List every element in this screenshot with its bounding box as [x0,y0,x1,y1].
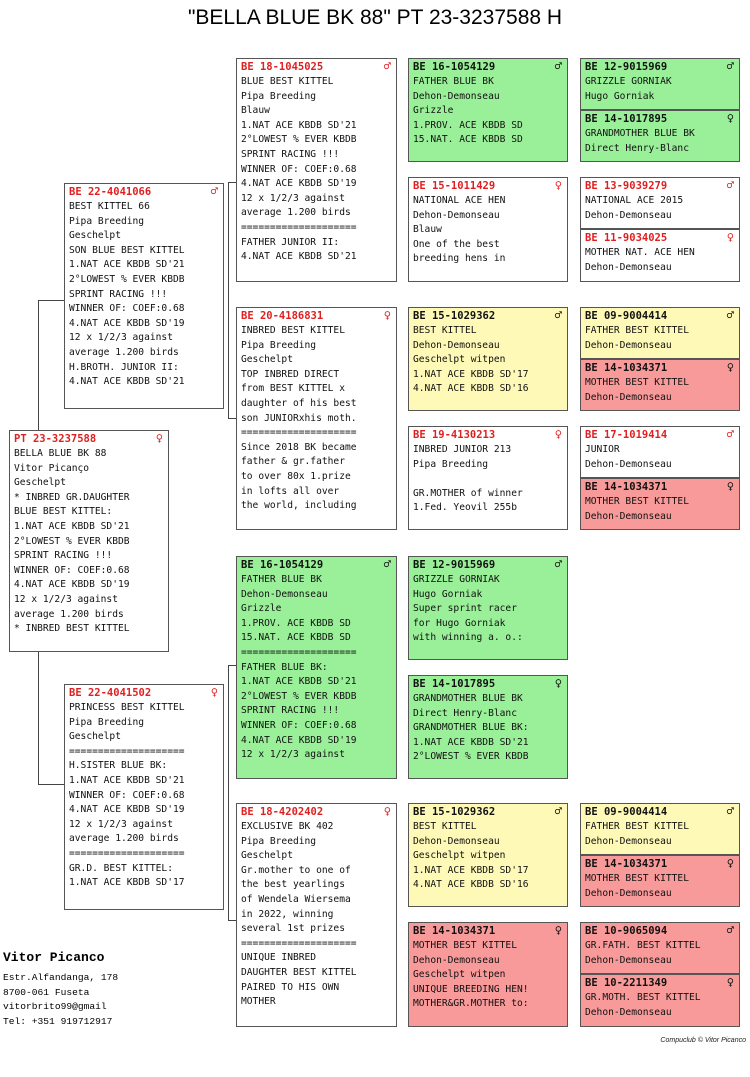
box-line: ==================== [69,847,185,859]
ring-number: BE 14-1017895 [413,678,496,690]
box-line: 4.NAT ACE KBDB SD'19 [69,804,185,816]
box-line: Hugo Gorniak [413,588,483,600]
pedigree-box-sdd [408,426,568,530]
box-line: NATIONAL ACE HEN [413,195,506,206]
male-icon: ♂ [554,804,562,818]
ring-number: BE 15-1011429 [413,180,496,192]
box-line: GR.D. BEST KITTEL: [69,862,173,874]
box-line: H.BROTH. JUNIOR II: [69,361,179,373]
pedigree-box-ddss [580,803,740,855]
box-line: Pipa Breeding [241,339,317,351]
pedigree-box-ss [236,58,397,282]
breeder-info [3,950,118,1029]
male-icon: ♂ [554,59,562,73]
box-line: Dehon-Demonseau [585,339,672,351]
box-line [413,472,563,487]
female-icon: ♀ [726,856,734,870]
pedigree-box-sss [408,58,568,162]
box-line: MOTHER BEST KITTEL [413,940,517,951]
box-line: BLUE BEST KITTEL [241,76,334,87]
box-line: Geschelpt witpen [413,354,506,366]
box-line: UNIQUE INBRED [241,952,317,964]
female-icon: ♀ [726,360,734,374]
box-line: FATHER BEST KITTEL [585,325,689,336]
ring-number: BE 20-4186831 [241,310,324,322]
male-icon: ♂ [383,557,391,571]
ring-number: BE 15-1029362 [413,806,496,818]
box-line: MOTHER [241,996,276,1008]
box-text [409,75,567,148]
box-line: Pipa Breeding [241,835,317,847]
pedigree-box-dddd [580,974,740,1027]
ring-number: BE 14-1017895 [585,113,668,125]
box-line: Vitor Picanço [14,462,90,474]
ring-number: BE 18-1045025 [241,61,324,73]
box-line: ==================== [241,221,357,233]
female-icon: ♀ [726,111,734,125]
female-icon: ♀ [383,804,391,818]
pedigree-box-sddd [580,478,740,530]
box-line: BEST KITTEL [413,821,477,832]
box-line: Geschelpt [241,354,293,366]
box-line: of Wendela Wiersema [241,893,351,905]
box-text [581,495,739,524]
box-line: MOTHER NAT. ACE HEN [585,247,695,258]
box-text [237,75,396,265]
box-line: BLUE BEST KITTEL: [14,506,113,518]
box-line: Geschelpt witpen [413,969,506,981]
male-icon: ♂ [726,427,734,441]
box-text [409,443,567,516]
connector-line [228,182,236,183]
box-line: FATHER BLUE BK [241,574,322,585]
box-line: SPRINT RACING !!! [241,705,340,717]
box-line: One of the best [413,238,500,250]
box-line: 4.NAT ACE KBDB SD'16 [413,383,529,395]
box-line: GR.FATH. BEST KITTEL [585,940,701,951]
box-line: 1.PROV. ACE KBDB SD [413,119,523,131]
box-line: 12 x 1/2/3 against [14,593,118,605]
pedigree-box-ddd [408,922,568,1027]
box-line: with winning a. o.: [413,632,523,644]
box-line: BEST KITTEL 66 [69,201,150,212]
box-text [581,194,739,223]
box-line: 12 x 1/2/3 against [241,192,345,204]
box-line: GRANDMOTHER BLUE BK [413,693,523,704]
box-line: 1.NAT ACE KBDB SD'21 [241,119,357,131]
box-line: 2°LOWEST % EVER KBDB [241,134,357,146]
box-line: 4.NAT ACE KBDB SD'21 [69,376,185,388]
box-line: Blauw [241,105,270,117]
box-line: Dehon-Demonseau [585,391,672,403]
box-line: 4.NAT ACE KBDB SD'19 [241,178,357,190]
female-icon: ♀ [210,685,218,699]
box-line: 1.NAT ACE KBDB SD'21 [413,736,529,748]
connector-line [228,300,229,418]
connector-line [228,182,229,300]
box-line: 2°LOWEST % EVER KBDB [14,535,130,547]
box-line: SON BLUE BEST KITTEL [69,244,185,256]
box-line: * INBRED BEST KITTEL [14,623,130,635]
box-line: 4.NAT ACE KBDB SD'21 [241,251,357,263]
ring-number: BE 09-9004414 [585,806,668,818]
male-icon: ♂ [554,557,562,571]
box-line: UNIQUE BREEDING HEN! [413,983,529,995]
ring-number: BE 14-1034371 [585,481,668,493]
box-line: ==================== [69,745,185,757]
box-line: MOTHER BEST KITTEL [585,873,689,884]
pedigree-box-sdsd [580,359,740,411]
box-line: 12 x 1/2/3 against [241,749,345,761]
male-icon: ♂ [726,178,734,192]
box-text [581,939,739,968]
box-line: Dehon-Demonseau [585,458,672,470]
box-line: 1.NAT ACE KBDB SD'17 [69,877,185,889]
box-line: GRIZZLE GORNIAK [413,574,500,585]
box-line: 12 x 1/2/3 against [69,332,173,344]
box-line: 1.PROV. ACE KBDB SD [241,617,351,629]
pedigree-box-sds [408,307,568,411]
box-line: breeding hens in [413,253,506,265]
box-line: in 2022, winning [241,908,334,920]
box-text [409,324,567,397]
box-line: Dehon-Demonseau [585,1006,672,1018]
box-line: PRINCESS BEST KITTEL [69,702,185,713]
connector-line [228,665,236,666]
box-text [409,820,567,893]
box-line: GRANDMOTHER BLUE BK: [413,722,529,734]
box-line: SPRINT RACING !!! [69,288,168,300]
box-line: Geschelpt [14,477,66,489]
box-text [409,939,567,1012]
pedigree-box-ssd [408,177,568,282]
box-line: PAIRED TO HIS OWN [241,981,340,993]
connector-line [228,665,229,920]
connector-line [38,652,39,784]
box-line: 2°LOWEST % EVER KBDB [413,751,529,763]
box-text [409,194,567,267]
box-text [237,820,396,1010]
ring-number: BE 14-1034371 [585,362,668,374]
box-line: Dehon-Demonseau [585,209,672,221]
box-line: 2°LOWEST % EVER KBDB [69,273,185,285]
pedigree-box-subject [9,430,169,652]
box-text [237,324,396,514]
ring-number: BE 16-1054129 [413,61,496,73]
box-text [409,573,567,646]
connector-line [38,784,64,785]
female-icon: ♀ [726,479,734,493]
box-line: SPRINT RACING !!! [14,550,113,562]
box-line: 4.NAT ACE KBDB SD'19 [241,734,357,746]
box-text [581,443,739,472]
box-line: GRANDMOTHER BLUE BK [585,128,695,139]
footer-credit: Compuclub © Vitor Picanco [660,1037,746,1044]
box-line: * INBRED GR.DAUGHTER [14,491,130,503]
pedigree-box-dd [236,803,397,1027]
box-line: average 1.200 birds [241,207,351,219]
box-text [581,324,739,353]
box-line: Direct Henry-Blanc [413,707,517,719]
box-line: Dehon-Demonseau [413,954,500,966]
ring-number: BE 15-1029362 [413,310,496,322]
connector-line [228,418,236,419]
box-text [10,447,168,637]
box-line: the world, including [241,500,357,512]
connector-line [38,300,39,430]
box-line: WINNER OF: COEF:0.68 [241,719,357,731]
pedigree-box-sssd [580,110,740,162]
box-line: Dehon-Demonseau [585,835,672,847]
box-text [581,376,739,405]
box-line: average 1.200 birds [69,346,179,358]
pedigree-box-ssdd [580,229,740,282]
box-line: Dehon-Demonseau [241,588,328,600]
box-line: FATHER JUNIOR II: [241,236,340,248]
box-line: WINNER OF: COEF:0.68 [69,789,185,801]
box-line: 2°LOWEST % EVER KBDB [241,690,357,702]
box-line: average 1.200 birds [14,608,124,620]
box-line: 1.NAT ACE KBDB SD'21 [14,520,130,532]
female-icon: ♀ [554,923,562,937]
pedigree-box-ssds [580,177,740,229]
box-line: GRIZZLE GORNIAK [585,76,672,87]
box-line: 1.Fed. Yeovil 255b [413,502,517,514]
box-line: FATHER BEST KITTEL [585,821,689,832]
pedigree-box-ddsd [580,855,740,907]
pedigree-box-dds [408,803,568,907]
pedigree-box-dsd [408,675,568,779]
ring-number: BE 18-4202402 [241,806,324,818]
male-icon: ♂ [726,308,734,322]
box-line: Geschelpt witpen [413,850,506,862]
breeder-name: Vitor Picanco [3,950,105,965]
box-line: Grizzle [413,105,454,117]
box-line: Geschelpt [69,230,121,242]
male-icon: ♂ [726,923,734,937]
ring-number: BE 16-1054129 [241,559,324,571]
ring-number: BE 09-9004414 [585,310,668,322]
box-text [581,127,739,156]
box-line: Dehon-Demonseau [413,90,500,102]
pedigree-box-sdss [580,307,740,359]
male-icon: ♂ [554,308,562,322]
box-line: 1.NAT ACE KBDB SD'21 [69,774,185,786]
box-text [581,246,739,275]
box-line: Dehon-Demonseau [413,209,500,221]
box-line: several 1st prizes [241,923,345,935]
connector-line [228,920,236,921]
ring-number: BE 19-4130213 [413,429,496,441]
box-line: 1.NAT ACE KBDB SD'17 [413,864,529,876]
box-line: Since 2018 BK became [241,441,357,453]
male-icon: ♂ [726,59,734,73]
ring-number: BE 11-9034025 [585,232,668,244]
box-text [65,701,223,891]
ring-number: BE 22-4041502 [69,687,152,699]
box-text [65,200,223,390]
female-icon: ♀ [726,230,734,244]
box-line: H.SISTER BLUE BK: [69,760,168,772]
breeder-address-city: 8700-061 Fuseta [3,986,90,998]
box-line: to over 80x 1.prize [241,470,351,482]
box-text [581,991,739,1020]
ring-number: BE 13-9039279 [585,180,668,192]
male-icon: ♂ [383,59,391,73]
box-line: Dehon-Demonseau [413,339,500,351]
box-line: ==================== [241,646,357,658]
pedigree-box-sdds [580,426,740,478]
box-line: father & gr.father [241,456,345,468]
box-line: in lofts all over [241,485,340,497]
box-line: INBRED JUNIOR 213 [413,444,512,455]
box-line: Dehon-Demonseau [413,835,500,847]
female-icon: ♀ [155,431,163,445]
box-line: Geschelpt [241,850,293,862]
box-line: 4.NAT ACE KBDB SD'19 [69,317,185,329]
box-line: Super sprint racer [413,603,517,615]
box-line: WINNER OF: COEF:0.68 [241,163,357,175]
box-line: Pipa Breeding [241,90,317,102]
box-line: MOTHER&GR.MOTHER to: [413,998,529,1010]
box-line: FATHER BLUE BK: [241,661,328,673]
box-line: INBRED BEST KITTEL [241,325,345,336]
box-line: Dehon-Demonseau [585,954,672,966]
box-line: BELLA BLUE BK 88 [14,448,107,459]
box-line: EXCLUSIVE BK 402 [241,821,334,832]
box-line: Dehon-Demonseau [585,887,672,899]
female-icon: ♀ [726,975,734,989]
box-line: MOTHER BEST KITTEL [585,377,689,388]
pedigree-box-dss [408,556,568,660]
box-line: FATHER BLUE BK [413,76,494,87]
box-text [409,692,567,765]
box-line: Pipa Breeding [413,458,489,470]
ring-number: BE 10-9065094 [585,925,668,937]
box-line: DAUGHTER BEST KITTEL [241,966,357,978]
box-line: son JUNIORxhis moth. [241,412,357,424]
box-line: the best yearlings [241,879,345,891]
male-icon: ♂ [726,804,734,818]
box-line: MOTHER BEST KITTEL [585,496,689,507]
box-text [581,75,739,104]
box-text [581,872,739,901]
pedigree-box-dam [64,684,224,910]
box-line: 12 x 1/2/3 against [69,818,173,830]
box-line: Geschelpt [69,731,121,743]
box-line: Hugo Gorniak [585,90,655,102]
box-line: Pipa Breeding [69,215,145,227]
male-icon: ♂ [210,184,218,198]
pedigree-box-sire [64,183,224,409]
female-icon: ♀ [554,676,562,690]
ring-number: BE 17-1019414 [585,429,668,441]
box-line: Dehon-Demonseau [585,510,672,522]
box-line: Dehon-Demonseau [585,261,672,273]
box-line: SPRINT RACING !!! [241,148,340,160]
box-line: 1.NAT ACE KBDB SD'21 [241,676,357,688]
breeder-phone: Tel: +351 919712917 [3,1015,113,1027]
box-line: 4.NAT ACE KBDB SD'19 [14,579,130,591]
box-line: Grizzle [241,603,282,615]
breeder-email: vitorbrito99@gmail [3,1001,107,1012]
box-line: Gr.mother to one of [241,864,351,876]
box-line: 15.NAT. ACE KBDB SD [241,632,351,644]
female-icon: ♀ [383,308,391,322]
box-line: 15.NAT. ACE KBDB SD [413,134,523,146]
ring-number: BE 12-9015969 [585,61,668,73]
pedigree-box-ds [236,556,397,779]
box-line: 4.NAT ACE KBDB SD'16 [413,879,529,891]
box-line: for Hugo Gorniak [413,617,506,629]
ring-number: PT 23-3237588 [14,433,97,445]
box-line: Direct Henry-Blanc [585,142,689,154]
box-line: ==================== [241,427,357,439]
ring-number: BE 12-9015969 [413,559,496,571]
pedigree-box-sd [236,307,397,530]
box-line: GR.MOTHER of winner [413,487,523,499]
box-line: ==================== [241,937,357,949]
ring-number: BE 22-4041066 [69,186,152,198]
connector-line [38,300,64,301]
box-line: WINNER OF: COEF:0.68 [14,564,130,576]
box-line: from BEST KITTEL x [241,383,345,395]
page-title: "BELLA BLUE BK 88" PT 23-3237588 H [187,6,563,29]
box-line: JUNIOR [585,444,620,455]
box-line: TOP INBRED DIRECT [241,368,340,380]
box-line: Pipa Breeding [69,716,145,728]
female-icon: ♀ [554,427,562,441]
box-line: average 1.200 birds [69,833,179,845]
box-text [581,820,739,849]
ring-number: BE 14-1034371 [585,858,668,870]
box-line: Blauw [413,224,442,236]
breeder-address-street: Estr.Alfandanga, 178 [3,972,119,983]
pedigree-box-ddds [580,922,740,974]
ring-number: BE 10-2211349 [585,977,668,989]
box-line: 1.NAT ACE KBDB SD'21 [69,259,185,271]
box-line: GR.MOTH. BEST KITTEL [585,992,701,1003]
box-line: 1.NAT ACE KBDB SD'17 [413,368,529,380]
box-line: NATIONAL ACE 2015 [585,195,684,206]
female-icon: ♀ [554,178,562,192]
ring-number: BE 14-1034371 [413,925,496,937]
pedigree-box-ssss [580,58,740,110]
box-line: WINNER OF: COEF:0.68 [69,303,185,315]
box-line: BEST KITTEL [413,325,477,336]
box-line: daughter of his best [241,397,357,409]
box-text [237,573,396,763]
